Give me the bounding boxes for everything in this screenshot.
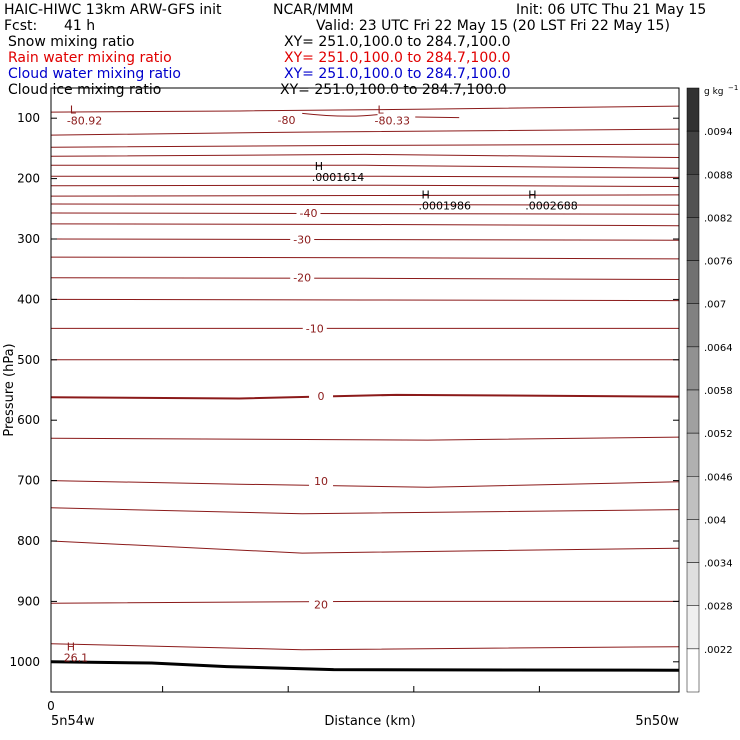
legend-label: Cloud water mixing ratio — [8, 66, 181, 82]
colorbar-label: .0022 — [704, 644, 733, 656]
contour-line — [51, 213, 679, 214]
colorbar-label: .0082 — [704, 213, 733, 225]
contour-label: -40 — [299, 207, 318, 221]
colorbar-segment — [687, 131, 699, 174]
contour-line — [51, 154, 679, 157]
x-tick-label-origin: 0 — [47, 699, 55, 713]
y-tick-label: 1000 — [9, 654, 40, 669]
colorbar-units-exponent: −1 — [728, 84, 739, 92]
model-title: HAIC-HIWC 13km ARW-GFS init — [4, 2, 222, 18]
y-tick-label: 900 — [17, 594, 40, 609]
contour-label: 0 — [317, 390, 325, 404]
colorbar-segment — [687, 563, 699, 606]
extremum-value: .0002688 — [525, 199, 578, 213]
colorbar-segment — [687, 347, 699, 390]
contour-label: -20 — [293, 271, 312, 285]
legend-label: Cloud ice mixing ratio — [8, 82, 162, 98]
extremum-symbol: L — [69, 103, 76, 117]
colorbar-segment — [687, 519, 699, 562]
y-tick-label: 800 — [17, 534, 40, 548]
colorbar-segment — [687, 304, 699, 347]
y-tick-label: 300 — [17, 232, 40, 246]
y-tick-label: 500 — [17, 352, 40, 367]
y-tick-label: 600 — [17, 413, 40, 428]
colorbar-segment — [687, 174, 699, 217]
y-tick-label: 400 — [17, 292, 40, 307]
forecast-hours: 41 h — [64, 18, 96, 34]
x-endpoint-right: 5n50w — [635, 714, 679, 729]
colorbar-units: g kg — [704, 87, 724, 97]
legend-label: Snow mixing ratio — [8, 34, 135, 50]
y-axis-label: Pressure (hPa) — [2, 343, 17, 437]
extremum-value: -80.92 — [66, 114, 103, 128]
legend-xy: XY= 251.0,100.0 to 284.7,100.0 — [280, 82, 507, 98]
contour-line — [51, 257, 679, 259]
contour-line — [51, 239, 679, 240]
contour-line — [51, 644, 679, 650]
init-time: Init: 06 UTC Thu 21 May 15 — [516, 2, 707, 18]
contour-label: -10 — [305, 322, 324, 336]
colorbar-segment — [687, 390, 699, 433]
colorbar-segment — [687, 88, 699, 131]
contour-label: 10 — [314, 475, 329, 489]
contour-line — [51, 165, 679, 168]
contour-line — [415, 117, 459, 118]
x-endpoint-left: 5n54w — [51, 714, 95, 729]
legend-label: Rain water mixing ratio — [8, 50, 172, 66]
colorbar-label: .0064 — [704, 342, 733, 354]
y-tick-label: 700 — [17, 473, 40, 488]
contour-line — [51, 299, 679, 300]
colorbar-label: .0094 — [704, 127, 733, 139]
colorbar-label: .0028 — [704, 601, 733, 613]
contour-line — [51, 224, 679, 226]
extremum-symbol: H — [66, 640, 75, 654]
contour-line — [51, 437, 679, 440]
extremum-value: -80.33 — [374, 114, 411, 128]
temperature-contours — [51, 106, 679, 670]
extremum-symbol: L — [377, 103, 384, 117]
extremum-value: 26.1 — [63, 651, 89, 665]
colorbar-label: .004 — [704, 515, 727, 527]
colorbar-label: .0052 — [704, 429, 733, 441]
contour-line — [51, 185, 679, 186]
contour-line — [51, 541, 679, 553]
contour-line — [51, 176, 679, 177]
terrain-line — [51, 662, 679, 670]
colorbar-segment — [687, 433, 699, 476]
contour-label: 20 — [314, 598, 329, 612]
legend-xy: XY= 251.0,100.0 to 284.7,100.0 — [284, 34, 511, 50]
colorbar-segment — [687, 217, 699, 260]
extremum-symbol: H — [528, 188, 537, 202]
y-tick-label: 100 — [17, 111, 40, 126]
contour-line — [51, 129, 679, 135]
colorbar-segment — [687, 476, 699, 519]
valid-time: Valid: 23 UTC Fri 22 May 15 (20 LST Fri 22 May 15) — [316, 18, 670, 34]
legend-xy: XY= 251.0,100.0 to 284.7,100.0 — [284, 50, 511, 66]
x-axis-label: Distance (km) — [324, 714, 416, 729]
contour-line — [51, 601, 679, 603]
colorbar-segment — [687, 606, 699, 649]
org-label: NCAR/MMM — [273, 2, 354, 18]
colorbar-label: .007 — [704, 299, 727, 311]
contour-line — [51, 144, 679, 147]
legend-xy: XY= 251.0,100.0 to 284.7,100.0 — [284, 66, 511, 82]
colorbar-label: .0058 — [704, 386, 733, 397]
colorbar-segment — [687, 649, 699, 692]
freezing-level-contour — [51, 395, 679, 399]
colorbar-label: .0088 — [704, 170, 733, 182]
contour-line — [51, 204, 679, 205]
extremum-value: .0001986 — [418, 199, 472, 213]
contour-label: -30 — [293, 233, 312, 247]
forecast-label: Fcst: — [4, 18, 38, 34]
contour-line — [51, 278, 679, 280]
extremum-value: .0001614 — [311, 171, 365, 185]
contour-label: -80 — [277, 114, 296, 128]
contour-line — [51, 508, 679, 514]
contour-line — [51, 106, 679, 112]
colorbar — [687, 84, 738, 692]
contour-line — [302, 113, 377, 116]
colorbar-label: .0046 — [704, 472, 733, 484]
colorbar-label: .0034 — [704, 558, 733, 570]
colorbar-label: .0076 — [704, 256, 733, 268]
extremum-symbol: H — [421, 188, 430, 202]
y-tick-label: 200 — [17, 171, 40, 186]
extremum-symbol: H — [314, 160, 324, 174]
contour-line — [51, 481, 679, 488]
colorbar-segment — [687, 261, 699, 304]
contour-line — [51, 195, 679, 196]
